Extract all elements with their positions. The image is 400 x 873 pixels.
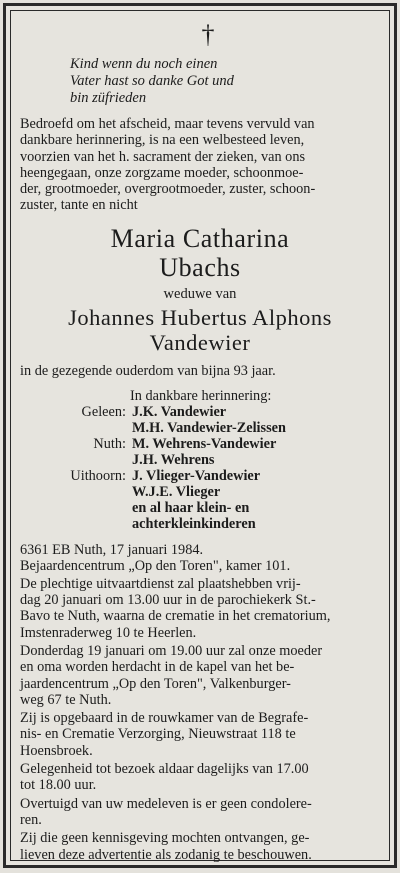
deceased-name: [20, 224, 380, 282]
obituary-frame: [3, 3, 397, 868]
notice-line: Donderdag 19 januari om 19.00 uur zal onze moeder: [20, 642, 323, 659]
intro-line: dankbare herinnering, is na een welbesteed leven,: [20, 132, 305, 149]
notice-line: Imstenraderweg 10 te Heerlen.: [20, 624, 197, 641]
family-name: J. Vlieger-Vandewier: [132, 467, 261, 484]
notice-line: Bavo te Nuth, waarna de crematie in het crematorium,: [20, 608, 331, 625]
notice-remembrance: [20, 643, 380, 708]
family-place: Nuth:: [93, 435, 126, 452]
family-list: [20, 388, 380, 532]
cross-icon: †: [201, 20, 215, 49]
intro-line: zuster, tante en nicht: [20, 197, 138, 214]
notice-condolences: [20, 796, 380, 829]
family-row: [20, 452, 380, 468]
family-row: [20, 404, 380, 420]
family-name: J.K. Vandewier: [132, 403, 227, 420]
notice-line: Zij die geen kennisgeving mochten ontvangen, ge-: [20, 830, 310, 847]
notice-visiting: [20, 761, 380, 794]
verse: [70, 56, 380, 107]
intro-line: voorzien van het h. sacrament der zieken, van ons: [20, 148, 306, 165]
family-row: [20, 484, 380, 500]
notice-closing: [20, 830, 380, 863]
family-place: [20, 420, 132, 436]
address-line: 6361 EB Nuth, 17 januari 1984.: [20, 541, 204, 558]
family-row: [20, 420, 380, 436]
family-place: Geleen:: [81, 403, 126, 420]
age-text: in de gezegende ouderdom van bijna 93 jaar.: [20, 362, 276, 379]
family-name: M. Wehrens-Vandewier: [132, 435, 277, 452]
notice-line: ren.: [20, 811, 42, 828]
verse-line: bin züfrieden: [70, 90, 147, 106]
address-block: [20, 542, 380, 574]
notice-line: en oma worden herdacht in de kapel van het be-: [20, 659, 295, 676]
notice-line: tot 18.00 uur.: [20, 777, 97, 794]
family-place: [20, 500, 132, 516]
intro-paragraph: [20, 116, 380, 214]
intro-line: der, grootmoeder, overgrootmoeder, zuster, schoon-: [20, 181, 316, 198]
family-place: [20, 516, 132, 532]
spouse-name: [20, 305, 380, 355]
family-row: [20, 500, 380, 516]
notice-line: dag 20 januari om 13.00 uur in de parochiekerk St.-: [20, 592, 316, 609]
address-line: Bejaardencentrum „Op den Toren", kamer 101.: [20, 557, 291, 574]
notice-laid-out: [20, 710, 380, 759]
family-name: W.J.E. Vlieger: [132, 483, 221, 500]
family-place: [20, 484, 132, 500]
verse-line: Kind wenn du noch einen: [70, 56, 218, 72]
spouse-name-line: Vandewier: [149, 329, 251, 355]
deceased-name-line: Ubachs: [159, 252, 241, 282]
notice-line: Gelegenheid tot bezoek aldaar dagelijks van 17.00: [20, 761, 309, 778]
family-row: [20, 468, 380, 484]
widow-of: weduwe van: [163, 285, 237, 302]
notice-funeral: [20, 576, 380, 641]
deceased-name-line: Maria Catharina: [110, 223, 290, 253]
family-place: Uithoorn:: [70, 467, 126, 484]
family-place: [20, 452, 132, 468]
obituary-content: [20, 20, 380, 863]
family-row: [20, 436, 380, 452]
family-name: J.H. Wehrens: [132, 451, 215, 468]
family-name: en al haar klein- en: [132, 499, 250, 516]
notice-line: Zij is opgebaard in de rouwkamer van de Begrafe-: [20, 710, 309, 727]
family-name: achterkleinkinderen: [132, 515, 256, 532]
verse-line: Vater hast so danke Got und: [70, 73, 234, 89]
notice-line: weg 67 te Nuth.: [20, 691, 112, 708]
notice-line: lieven deze advertentie als zodanig te beschouwen.: [20, 846, 312, 863]
family-name: M.H. Vandewier-Zelissen: [132, 419, 286, 436]
notice-line: jaardencentrum „Op den Toren", Valkenburger-: [20, 675, 291, 692]
intro-line: Bedroefd om het afscheid, maar tevens vervuld van: [20, 116, 315, 132]
notice-line: Overtuigd van uw medeleven is er geen condolere-: [20, 795, 312, 812]
notice-line: nis- en Crematie Verzorging, Nieuwstraat 118 te: [20, 726, 296, 743]
notice-line: De plechtige uitvaartdienst zal plaatshebben vrij-: [20, 575, 301, 592]
notice-line: Hoensbroek.: [20, 742, 93, 759]
memory-label: In dankbare herinnering:: [130, 387, 272, 404]
intro-line: heengegaan, onze zorgzame moeder, schoonmoe-: [20, 164, 304, 181]
family-row: [20, 516, 380, 532]
spouse-name-line: Johannes Hubertus Alphons: [68, 304, 332, 330]
